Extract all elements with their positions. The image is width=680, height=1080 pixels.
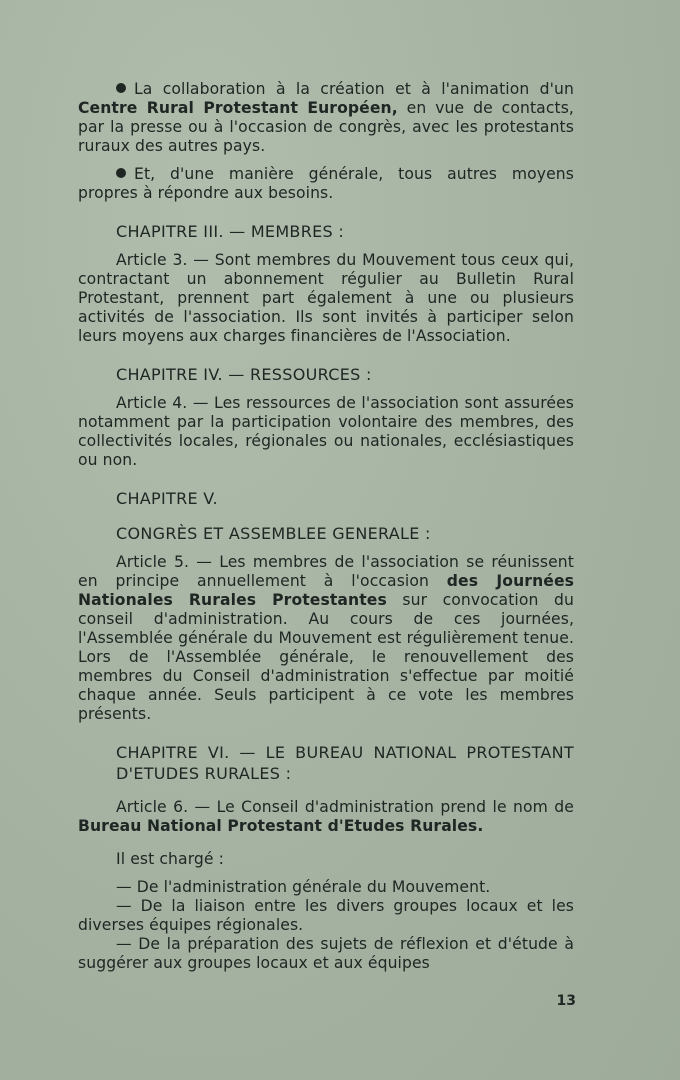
chapter-3-heading: CHAPITRE III. — MEMBRES :: [116, 222, 345, 241]
duty-item-1: — De l'administration générale du Mouvement.: [116, 878, 491, 896]
page-text: [78, 80, 574, 973]
duty-item-3: — De la préparation des sujets de réflexion et d'étude à suggérer aux groupes locaux et aux équipes: [78, 935, 574, 972]
bullet-icon: [116, 168, 126, 178]
article-3: Article 3. — Sont membres du Mouvement tous ceux qui, contractant un abonnement régulier au Bulletin Rural Protestant, prennent part également à une ou plusieurs activités de l'association. Ils sont invités à participer selon leurs moyens aux charges financières de l'Association.: [78, 251, 574, 345]
bold-bureau-national: Bureau National Protestant d'Etudes Rurales.: [78, 817, 484, 835]
chapter-5-subheading: CONGRÈS ET ASSEMBLEE GENERALE :: [116, 524, 431, 543]
paragraph-autres-moyens: Et, d'une manière générale, tous autres moyens propres à répondre aux besoins.: [78, 165, 574, 202]
bold-centre-rural: Centre Rural Protestant Européen,: [78, 99, 398, 117]
bold-journees: des Journées Nationales Rurales Protestantes: [78, 572, 575, 609]
article-6: Article 6. — Le Conseil d'administration prend le nom de Bureau National Protestant d'Etudes Rurales.: [78, 798, 574, 835]
page-number: 13: [556, 993, 576, 1009]
chapter-5-heading: CHAPITRE V.: [116, 489, 218, 508]
duty-item-2: — De la liaison entre les divers groupes locaux et les diverses équipes régionales.: [78, 897, 574, 934]
article-5: Article 5. — Les membres de l'association se réunissent en principe annuellement à l'occasion des Journées Nationales Rurales Protestantes sur convocation du conseil d'administration. Au cours de ces journées, l'Assemblée générale du Mouvement est régulièrement tenue. Lors de l'Assemblée générale, le renouvellement des membres du Conseil d'administration s'effectue par moitié chaque année. Seuls participent à ce vote les membres présents.: [78, 553, 575, 723]
chapter-4-heading: CHAPITRE IV. — RESSOURCES :: [116, 365, 372, 384]
article-4: Article 4. — Les ressources de l'association sont assurées notamment par la participation volontaire des membres, des collectivités locales, régionales ou nationales, ecclésiastiques ou non.: [78, 394, 574, 469]
charged-with: Il est chargé :: [116, 850, 225, 868]
bullet-icon: [116, 83, 126, 93]
paragraph-centre-rural: La collaboration à la création et à l'animation d'un Centre Rural Protestant Européen, en vue de contacts, par la presse ou à l'occasion de congrès, avec les protestants ruraux des autres pays.: [78, 80, 574, 155]
chapter-6-heading: CHAPITRE VI. — LE BUREAU NATIONAL PROTESTANT D'ETUDES RURALES :: [116, 743, 574, 783]
